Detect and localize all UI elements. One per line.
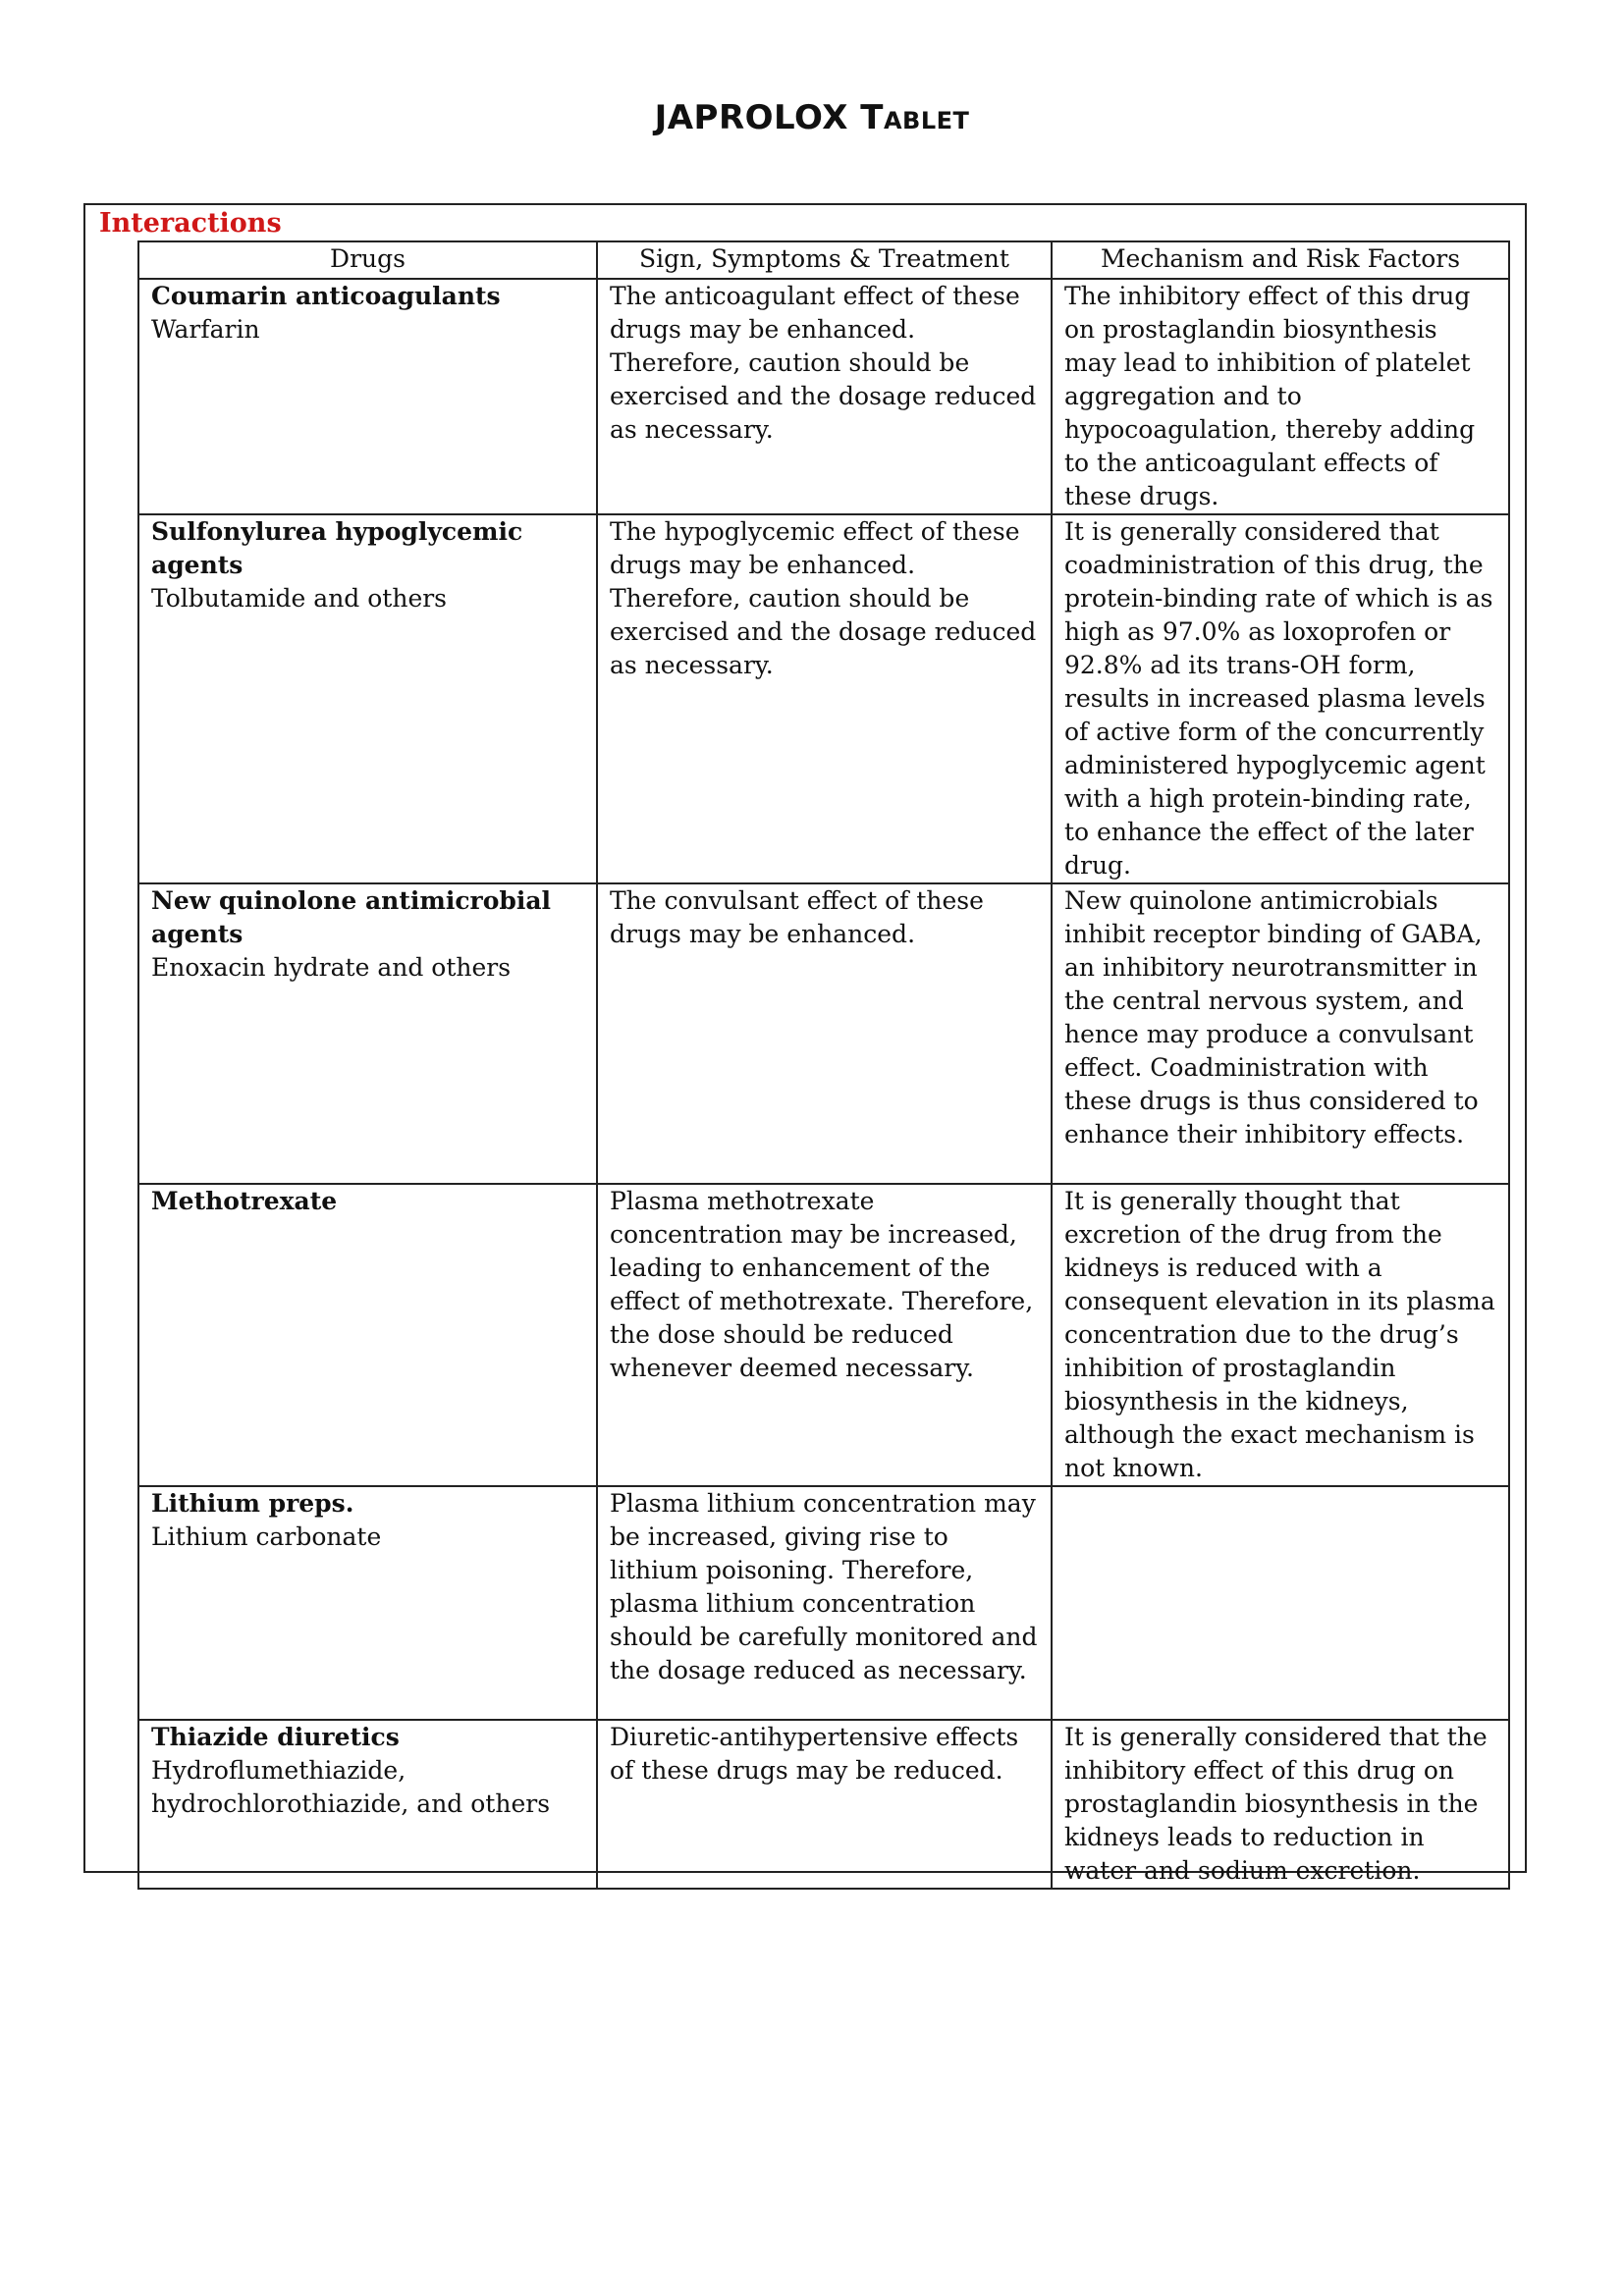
symptoms-cell: The hypoglycemic effect of these drugs may be enhanced. Therefore, caution should be exercised and the dosage reduced as necessary. xyxy=(597,514,1052,883)
document-title-suffix: Tablet xyxy=(860,98,970,137)
symptoms-cell: Diuretic-antihypertensive effects of these drugs may be reduced. xyxy=(597,1720,1052,1889)
table-row xyxy=(138,514,1509,883)
drug-name: Lithium preps. xyxy=(151,1489,354,1518)
mechanism-cell: The inhibitory effect of this drug on prostaglandin biosynthesis may lead to inhibition of platelet aggregation and to hypocoagulation, thereby adding to the anticoagulant effects of these drugs. xyxy=(1052,279,1509,514)
drug-name: Coumarin anticoagulants xyxy=(151,282,501,310)
symptoms-cell: Plasma lithium concentration may be increased, giving rise to lithium poisoning. Therefore, plasma lithium concentration should be carefully monitored and the dosage reduced as necessary. xyxy=(597,1486,1052,1720)
drug-cell xyxy=(138,1720,597,1889)
column-header-drugs: Drugs xyxy=(138,241,597,279)
table-row xyxy=(138,1184,1509,1486)
column-header-mechanism: Mechanism and Risk Factors xyxy=(1052,241,1509,279)
symptoms-cell: The anticoagulant effect of these drugs may be enhanced. Therefore, caution should be exercised and the dosage reduced as necessary. xyxy=(597,279,1052,514)
drug-cell xyxy=(138,883,597,1184)
mechanism-cell: New quinolone antimicrobials inhibit receptor binding of GABA, an inhibitory neurotransmitter in the central nervous system, and hence may produce a convulsant effect. Coadministration with these drugs is thus considered to enhance their inhibitory effects. xyxy=(1052,883,1509,1184)
drug-example: Tolbutamide and others xyxy=(151,584,448,613)
drug-name: Methotrexate xyxy=(151,1187,338,1215)
mechanism-cell: It is generally thought that excretion of the drug from the kidneys is reduced with a consequent elevation in its plasma concentration due to the drug’s inhibition of prostaglandin biosynthesis in the kidneys, although the exact mechanism is not known. xyxy=(1052,1184,1509,1486)
interactions-table xyxy=(137,240,1510,1890)
column-header-symptoms: Sign, Symptoms & Treatment xyxy=(597,241,1052,279)
drug-example: Warfarin xyxy=(151,315,260,344)
drug-cell xyxy=(138,514,597,883)
document-title-main: JAPROLOX xyxy=(654,98,848,137)
table-row xyxy=(138,883,1509,1184)
mechanism-cell: It is generally considered that the inhibitory effect of this drug on prostaglandin biosynthesis in the kidneys leads to reduction in water and sodium excretion. xyxy=(1052,1720,1509,1889)
drug-name: New quinolone antimicrobial agents xyxy=(151,886,552,948)
table-header-row xyxy=(138,241,1509,279)
drug-cell xyxy=(138,1184,597,1486)
symptoms-cell: Plasma methotrexate concentration may be increased, leading to enhancement of the effect of methotrexate. Therefore, the dose should be reduced whenever deemed necessary. xyxy=(597,1184,1052,1486)
drug-example: Enoxacin hydrate and others xyxy=(151,953,512,982)
drug-cell xyxy=(138,1486,597,1720)
mechanism-cell: It is generally considered that coadministration of this drug, the protein-binding rate of which is as high as 97.0% as loxoprofen or 92.8% ad its trans-OH form, results in increased plasma levels of active form of the concurrently administered hypoglycemic agent with a high protein-binding rate, to enhance the effect of the later drug. xyxy=(1052,514,1509,883)
drug-name: Sulfonylurea hypoglycemic agents xyxy=(151,517,523,579)
drug-example: Hydroflumethiazide, hydrochlorothiazide, and others xyxy=(151,1756,551,1818)
drug-cell xyxy=(138,279,597,514)
table-row xyxy=(138,279,1509,514)
mechanism-cell xyxy=(1052,1486,1509,1720)
table-row xyxy=(138,1486,1509,1720)
table-row xyxy=(138,1720,1509,1889)
symptoms-cell: The convulsant effect of these drugs may be enhanced. xyxy=(597,883,1052,1184)
drug-example: Lithium carbonate xyxy=(151,1522,382,1551)
drug-name: Thiazide diuretics xyxy=(151,1723,400,1751)
section-label: Interactions xyxy=(99,208,282,239)
document-title xyxy=(0,98,1624,137)
